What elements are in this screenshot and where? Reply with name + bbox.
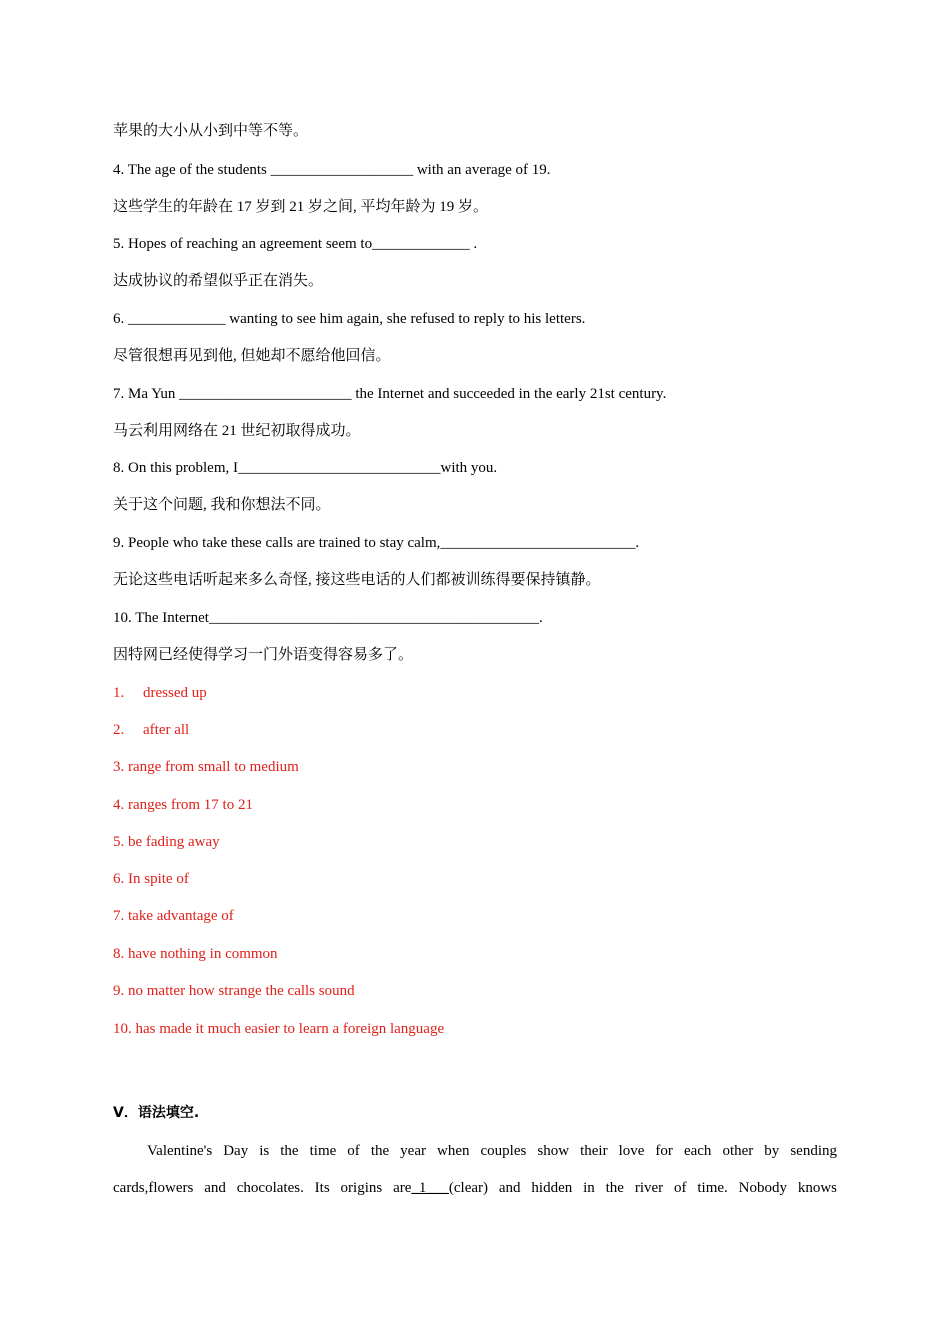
translation-4: 这些学生的年龄在 17 岁到 21 岁之间, 平均年龄为 19 岁。 <box>113 199 489 215</box>
translation-line: 苹果的大小从小到中等不等。 <box>113 123 309 139</box>
answer-4: 4. ranges from 17 to 21 <box>113 797 253 813</box>
question-5: 5. Hopes of reaching an agreement seem to_____________ . <box>113 236 478 252</box>
question-6: 6. _____________ wanting to see him again, she refused to reply to his letters. <box>113 311 586 327</box>
passage-row-2-end: (clear) and hidden in the river of time. Nobody knows <box>448 1180 838 1196</box>
answer-1-number: 1. <box>113 685 125 701</box>
question-8: 8. On this problem, I___________________________with you. <box>113 460 498 476</box>
question-9: 9. People who take these calls are trained to stay calm,__________________________. <box>113 535 640 551</box>
blank-1: _1___ <box>411 1180 449 1196</box>
passage-row-2-start: cards,flowers and chocolates. Its origins are <box>113 1180 412 1196</box>
question-7: 7. Ma Yun _______________________ the Internet and succeeded in the early 21st century. <box>113 386 667 402</box>
translation-5: 达成协议的希望似乎正在消失。 <box>113 273 324 289</box>
translation-10: 因特网已经使得学习一门外语变得容易多了。 <box>113 647 414 663</box>
passage-row-1: Valentine's Day is the time of the year when couples show their love for each other by sending <box>147 1143 837 1159</box>
translation-8: 关于这个问题, 我和你想法不同。 <box>113 497 331 513</box>
question-10: 10. The Internet____________________________________________. <box>113 610 543 626</box>
answer-5: 5. be fading away <box>113 834 220 850</box>
answer-6: 6. In spite of <box>113 871 189 887</box>
answer-3: 3. range from small to medium <box>113 759 299 775</box>
translation-6: 尽管很想再见到他, 但她却不愿给他回信。 <box>113 348 391 364</box>
answer-8: 8. have nothing in common <box>113 946 278 962</box>
translation-7: 马云利用网络在 21 世纪初取得成功。 <box>113 423 361 439</box>
answer-2 <box>113 720 189 740</box>
section-title: V．语法填空. <box>113 1105 200 1121</box>
answer-10: 10. has made it much easier to learn a foreign language <box>113 1021 445 1037</box>
answer-2-text: after all <box>143 722 190 738</box>
translation-9: 无论这些电话听起来多么奇怪, 接这些电话的人们都被训练得要保持镇静。 <box>113 572 601 588</box>
passage-paragraph <box>113 1141 837 1198</box>
passage-row-2 <box>113 1178 837 1198</box>
answer-7: 7. take advantage of <box>113 908 234 924</box>
answer-9: 9. no matter how strange the calls sound <box>113 983 355 999</box>
answer-1 <box>113 683 207 703</box>
question-4: 4. The age of the students ___________________ with an average of 19. <box>113 162 551 178</box>
answer-2-number: 2. <box>113 722 125 738</box>
answer-1-text: dressed up <box>143 685 207 701</box>
